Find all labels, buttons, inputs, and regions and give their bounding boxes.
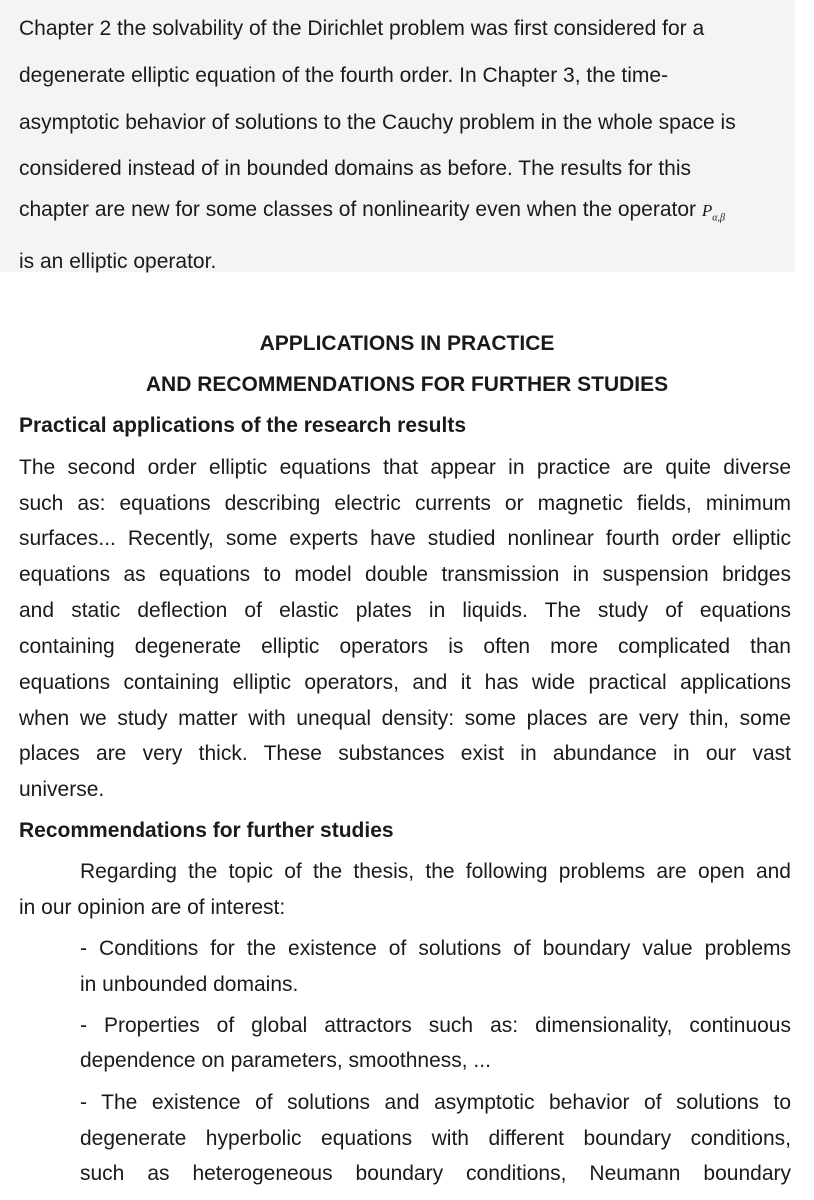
- item-line: such as heterogeneous boundary conditions, Neumann boundary: [80, 1162, 791, 1185]
- item-line: - Conditions for the existence of solutions of boundary value problems: [80, 937, 791, 960]
- intro-line: Chapter 2 the solvability of the Dirichlet problem was first considered for a: [19, 17, 705, 40]
- section-title: APPLICATIONS IN PRACTICE: [259, 332, 555, 355]
- paragraph-line: universe.: [19, 778, 105, 801]
- intro-line-text: chapter are new for some classes of nonlinearity even when the operator: [19, 198, 697, 221]
- item-line: - The existence of solutions and asymptotic behavior of solutions to: [80, 1091, 791, 1114]
- practical-heading: Practical applications of the research results: [19, 414, 467, 437]
- intro-line: is an elliptic operator.: [19, 250, 217, 273]
- paragraph-line: surfaces... Recently, some experts have studied nonlinear fourth order elliptic: [19, 527, 791, 550]
- paragraph-line: and static deflection of elastic plates in liquids. The study of equations: [19, 599, 791, 622]
- paragraph-line: Regarding the topic of the thesis, the following problems are open and: [80, 860, 791, 883]
- paragraph-line: in our opinion are of interest:: [19, 896, 286, 919]
- paragraph-line: equations as equations to model double transmission in suspension bridges: [19, 563, 791, 586]
- intro-line: [19, 198, 725, 223]
- intro-line: asymptotic behavior of solutions to the Cauchy problem in the whole space is: [19, 111, 736, 134]
- intro-line: degenerate elliptic equation of the fourth order. In Chapter 3, the time-: [19, 64, 669, 87]
- item-line: degenerate hyperbolic equations with different boundary conditions,: [80, 1127, 791, 1150]
- section-subtitle: AND RECOMMENDATIONS FOR FURTHER STUDIES: [145, 373, 669, 396]
- recommendations-heading: Recommendations for further studies: [19, 819, 394, 842]
- paragraph-line: The second order elliptic equations that appear in practice are quite diverse: [19, 456, 791, 479]
- paragraph-line: equations containing elliptic operators, and it has wide practical applications: [19, 671, 791, 694]
- intro-paragraph: [0, 0, 795, 272]
- item-line: in unbounded domains.: [80, 973, 299, 996]
- item-line: dependence on parameters, smoothness, ...: [80, 1049, 491, 1072]
- paragraph-line: when we study matter with unequal density: some places are very thin, some: [19, 707, 791, 730]
- operator-symbol: $P_{\alpha,\beta}$: [701, 201, 726, 224]
- paragraph-line: such as: equations describing electric currents or magnetic fields, minimum: [19, 492, 791, 515]
- paragraph-line: places are very thick. These substances exist in abundance in our vast: [19, 742, 791, 765]
- item-line: - Properties of global attractors such as: dimensionality, continuous: [80, 1014, 791, 1037]
- paragraph-line: containing degenerate elliptic operators is often more complicated than: [19, 635, 791, 658]
- intro-line: considered instead of in bounded domains as before. The results for this: [19, 157, 692, 180]
